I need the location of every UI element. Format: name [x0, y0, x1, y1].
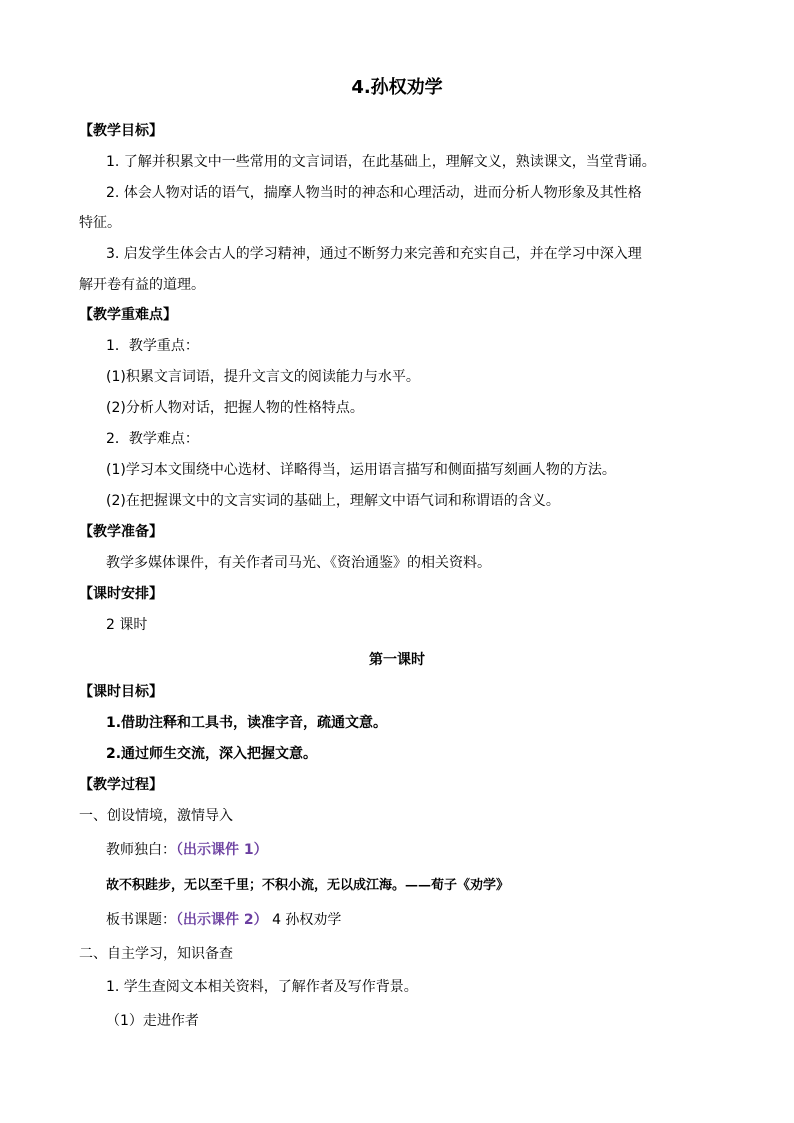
lesson-goal-2: 2.通过师生交流，深入把握文意。 — [106, 746, 318, 762]
board-line — [106, 911, 341, 929]
lesson-title: 第一课时 — [369, 652, 425, 668]
process-header: 【教学过程】 — [79, 777, 163, 793]
lesson-goals-header: 【课时目标】 — [79, 684, 163, 700]
objective-3-line-1: 3. 启发学生体会古人的学习精神，通过不断努力来完善和充实自己，并在学习中深入理 — [106, 246, 642, 262]
step-2: 二、自主学习，知识备查 — [79, 946, 233, 962]
key-point-2: (2)分析人物对话，把握人物的性格特点。 — [106, 400, 364, 416]
objective-2-line-1: 2. 体会人物对话的语气，揣摩人物当时的神态和心理活动，进而分析人物形象及其性格 — [106, 185, 642, 201]
document-title: 4.孙权劝学 — [351, 77, 443, 98]
self-study-1-1: （1）走进作者 — [106, 1013, 199, 1029]
board-label: 板书课题： — [106, 912, 176, 928]
lesson-goal-1: 1.借助注释和工具书，读准字音，疏通文意。 — [106, 715, 388, 731]
difficulty-1: (1)学习本文围绕中心选材、详略得当，运用语言描写和侧面描写刻画人物的方法。 — [106, 462, 616, 478]
objectives-header: 【教学目标】 — [79, 123, 163, 139]
board-ref: （出示课件 2） — [176, 912, 268, 928]
objective-2-line-2: 特征。 — [79, 215, 121, 231]
step-1: 一、创设情境，激情导入 — [79, 808, 233, 824]
prep-text: 教学多媒体课件，有关作者司马光、《资治通鉴》的相关资料。 — [106, 555, 491, 571]
objective-1: 1. 了解并积累文中一些常用的文言词语，在此基础上，理解文义，熟读课文，当堂背诵。 — [106, 154, 656, 170]
key-point-1: (1)积累文言词语，提升文言文的阅读能力与水平。 — [106, 369, 420, 385]
schedule-header: 【课时安排】 — [79, 586, 163, 602]
teacher-intro-label: 教师独白： — [106, 842, 176, 858]
board-text: 4 孙权劝学 — [272, 912, 342, 928]
prep-header: 【教学准备】 — [79, 524, 163, 540]
self-study-1: 1. 学生查阅文本相关资料，了解作者及写作背景。 — [106, 979, 418, 995]
key-points-header: 【教学重难点】 — [79, 307, 177, 323]
quote: 故不积跬步，无以至千里；不积小流，无以成江海。——荀子《劝学》 — [106, 878, 510, 893]
schedule-text: 2 课时 — [106, 617, 148, 633]
key-point-label: 1．教学重点： — [106, 338, 199, 354]
teacher-intro-line — [106, 841, 268, 859]
difficulty-label: 2．教学难点： — [106, 431, 199, 447]
objective-3-line-2: 解开卷有益的道理。 — [79, 277, 205, 293]
teacher-intro-ref: （出示课件 1） — [176, 842, 268, 858]
difficulty-2: (2)在把握课文中的文言实词的基础上，理解文中语气词和称谓语的含义。 — [106, 493, 560, 509]
